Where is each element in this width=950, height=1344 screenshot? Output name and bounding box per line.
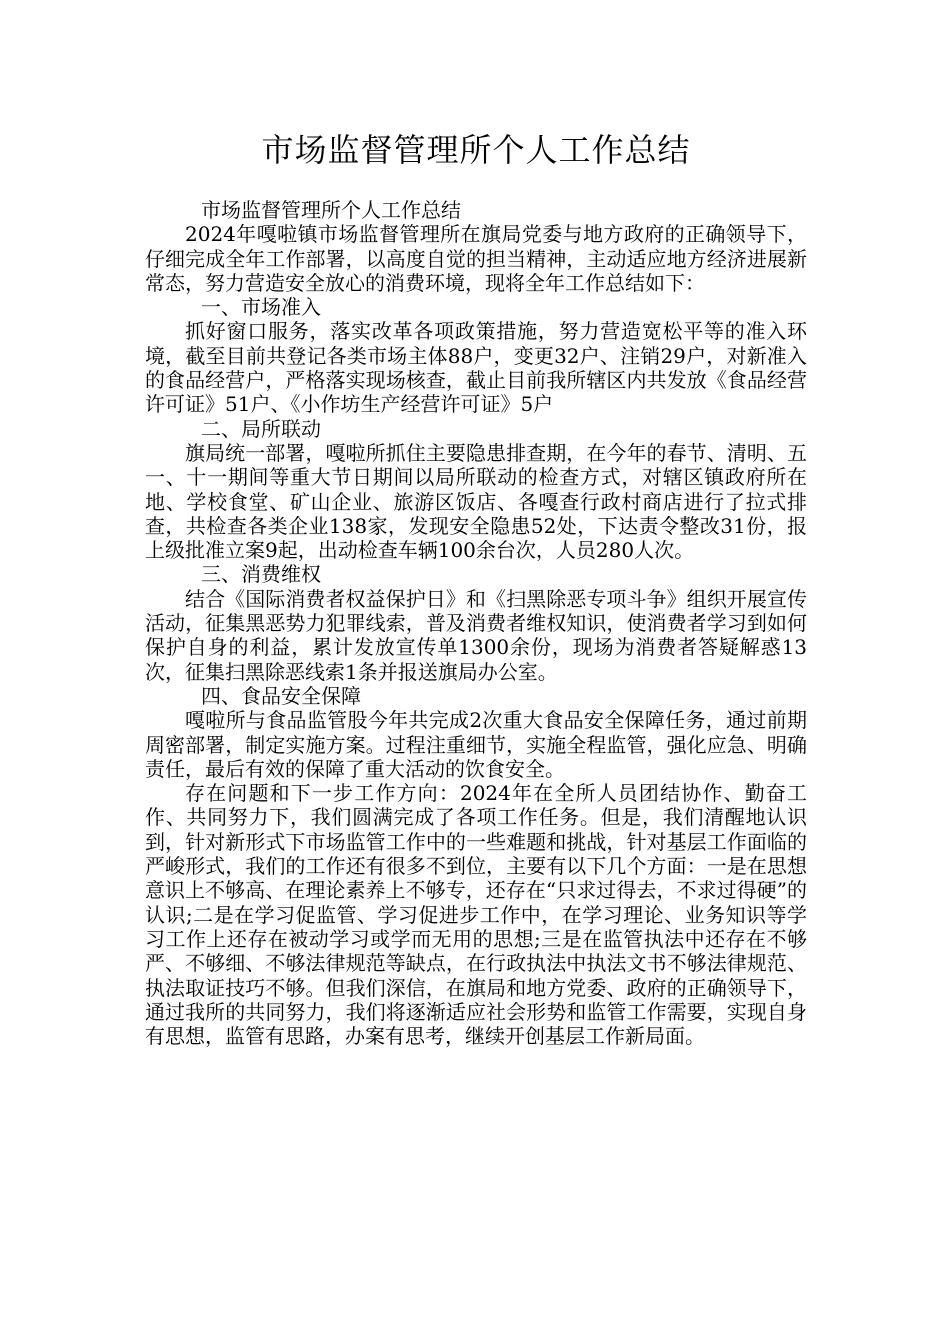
document-title: 市场监督管理所个人工作总结: [261, 131, 691, 169]
section-heading-bureau-linkage: 二、局所联动: [201, 416, 321, 441]
section-text-consumer-rights: 结合《国际消费者权益保护日》和《扫黑除恶专项斗争》组织开展宣传活动，征集黑恶势力犯罪线索，普及消费者维权知识，使消费者学习到如何保护自身的利益，累计发放宣传单1300余份，现场为消费者答疑解惑13次，征集扫黑除恶线索1条并报送旗局办公室。: [145, 586, 807, 684]
document-subtitle: 市场监督管理所个人工作总结: [201, 198, 461, 222]
section-heading-food-safety: 四、食品安全保障: [201, 683, 361, 708]
intro-paragraph: 2024年嘎啦镇市场监督管理所在旗局党委与地方政府的正确领导下，仔细完成全年工作部署，以高度自觉的担当精神，主动适应地方经济进展新常态，努力营造安全放心的消费环境，现将全年工作总结如下：: [145, 222, 807, 295]
section-text-bureau-linkage: 旗局统一部署，嘎啦所抓住主要隐患排查期，在今年的春节、清明、五一、十一期间等重大节日期间以局所联动的检查方式，对辖区镇政府所在地、学校食堂、矿山企业、旅游区饭店、各嘎查行政村商店进行了拉式排查，共检查各类企业138家，发现安全隐患52处，下达责令整改31份，报上级批准立案9起，出动检查车辆100余台次，人员280人次。: [145, 440, 807, 563]
section-heading-market-access: 一、市场准入: [201, 295, 321, 320]
section-text-market-access: 抓好窗口服务，落实改革各项政策措施，努力营造宽松平等的准入环境，截至目前共登记各类市场主体88户，变更32户、注销29户，对新准入的食品经营户，严格落实现场核查，截止目前我所辖区内共发放《食品经营许可证》51户、《小作坊生产经营许可证》5户: [145, 319, 807, 417]
section-text-food-safety: 嘎啦所与食品监管股今年共完成2次重大食品安全保障任务，通过前期周密部署，制定实施方案。过程注重细节，实施全程监管，强化应急、明确责任，最后有效的保障了重大活动的饮食安全。: [145, 708, 807, 781]
document-body: [145, 198, 807, 1048]
conclusion-paragraph: 存在问题和下一步工作方向：2024年在全所人员团结协作、勤奋工作、共同努力下，我们圆满完成了各项工作任务。但是，我们清醒地认识到，针对新形式下市场监管工作中的一些难题和挑战，针对基层工作面临的严峻形式，我们的工作还有很多不到位，主要有以下几个方面：一是在思想意识上不够高、在理论素养上不够专，还存在“只求过得去，不求过得硬”的认识;二是在学习促监管、学习促进步工作中，在学习理论、业务知识等学习工作上还存在被动学习或学而无用的思想;三是在监管执法中还存在不够严、不够细、不够法律规范等缺点，在行政执法中执法文书不够法律规范、执法取证技巧不够。但我们深信，在旗局和地方党委、政府的正确领导下，通过我所的共同努力，我们将逐渐适应社会形势和监管工作需要，实现自身有思想，监管有思路，办案有思考，继续开创基层工作新局面。: [145, 781, 807, 1049]
section-heading-consumer-rights: 三、消费维权: [201, 562, 321, 587]
